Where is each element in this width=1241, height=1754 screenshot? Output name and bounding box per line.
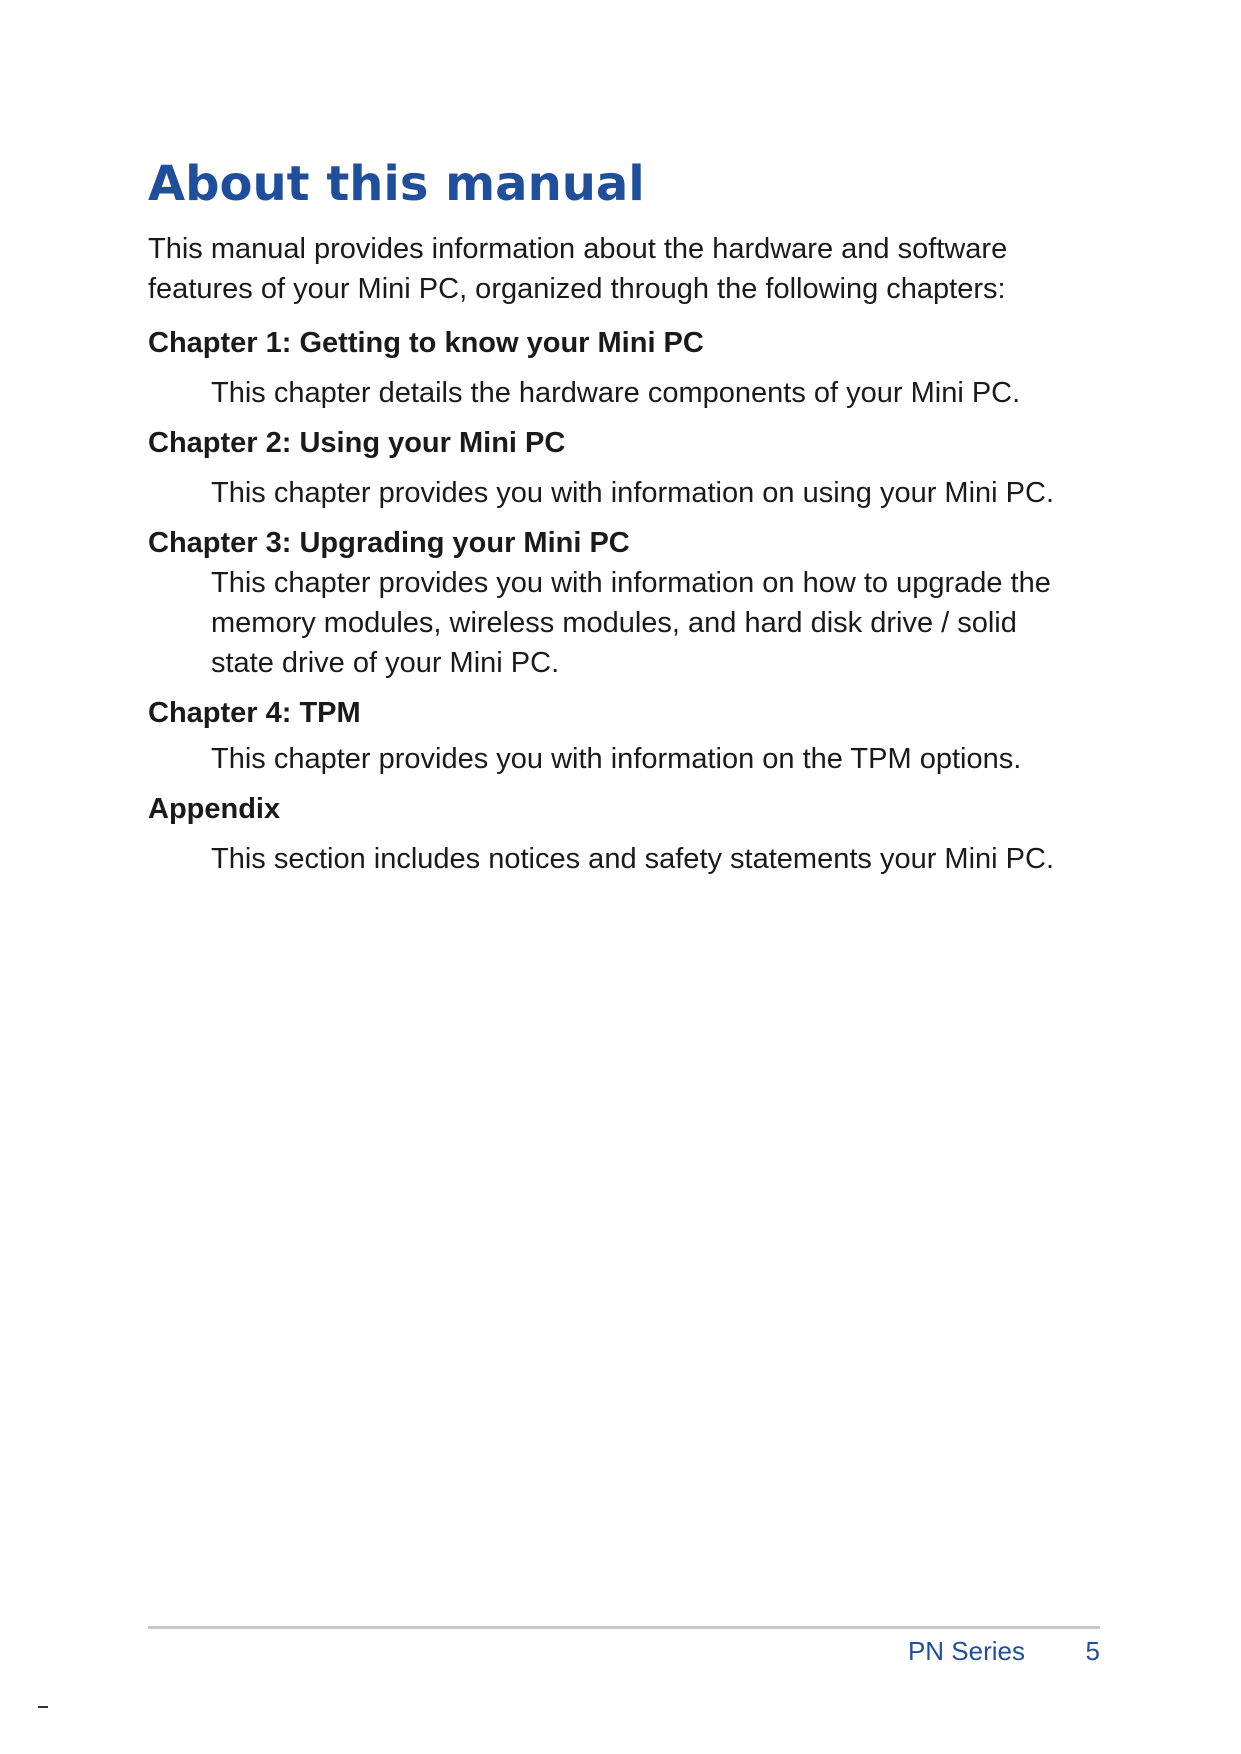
intro-paragraph: This manual provides information about the hardware and software features of your Mini PC, organized through the following chapters:	[148, 232, 1008, 305]
chapter-3-section	[148, 523, 1108, 683]
corner-mark	[38, 1706, 48, 1708]
chapter-4-heading: Chapter 4: TPM	[148, 696, 361, 729]
chapter-4-description: This chapter provides you with information on the TPM options.	[211, 742, 1022, 775]
chapter-3-description: This chapter provides you with information on how to upgrade the memory modules, wireless modules, and hard disk drive / solid state drive of your Mini PC.	[211, 566, 1051, 679]
footer-series-label: PN Series	[907, 1636, 1025, 1666]
chapter-1-description: This chapter details the hardware components of your Mini PC.	[211, 376, 1021, 409]
chapter-2-section	[148, 423, 1108, 513]
chapter-2-heading: Chapter 2: Using your Mini PC	[148, 426, 566, 459]
chapter-3-heading: Chapter 3: Upgrading your Mini PC	[148, 526, 630, 559]
chapter-2-description: This chapter provides you with information on using your Mini PC.	[211, 476, 1054, 509]
appendix-description: This section includes notices and safety statements your Mini PC.	[211, 842, 1054, 875]
manual-content	[148, 158, 1108, 889]
chapter-1-section	[148, 323, 1108, 413]
appendix-section	[148, 789, 1108, 879]
appendix-heading: Appendix	[148, 792, 281, 825]
page-number: 5	[1085, 1636, 1100, 1666]
page-title: About this manual	[148, 156, 645, 212]
chapter-1-heading: Chapter 1: Getting to know your Mini PC	[148, 326, 704, 359]
chapter-4-section	[148, 693, 1108, 779]
footer-divider	[148, 1626, 1100, 1629]
